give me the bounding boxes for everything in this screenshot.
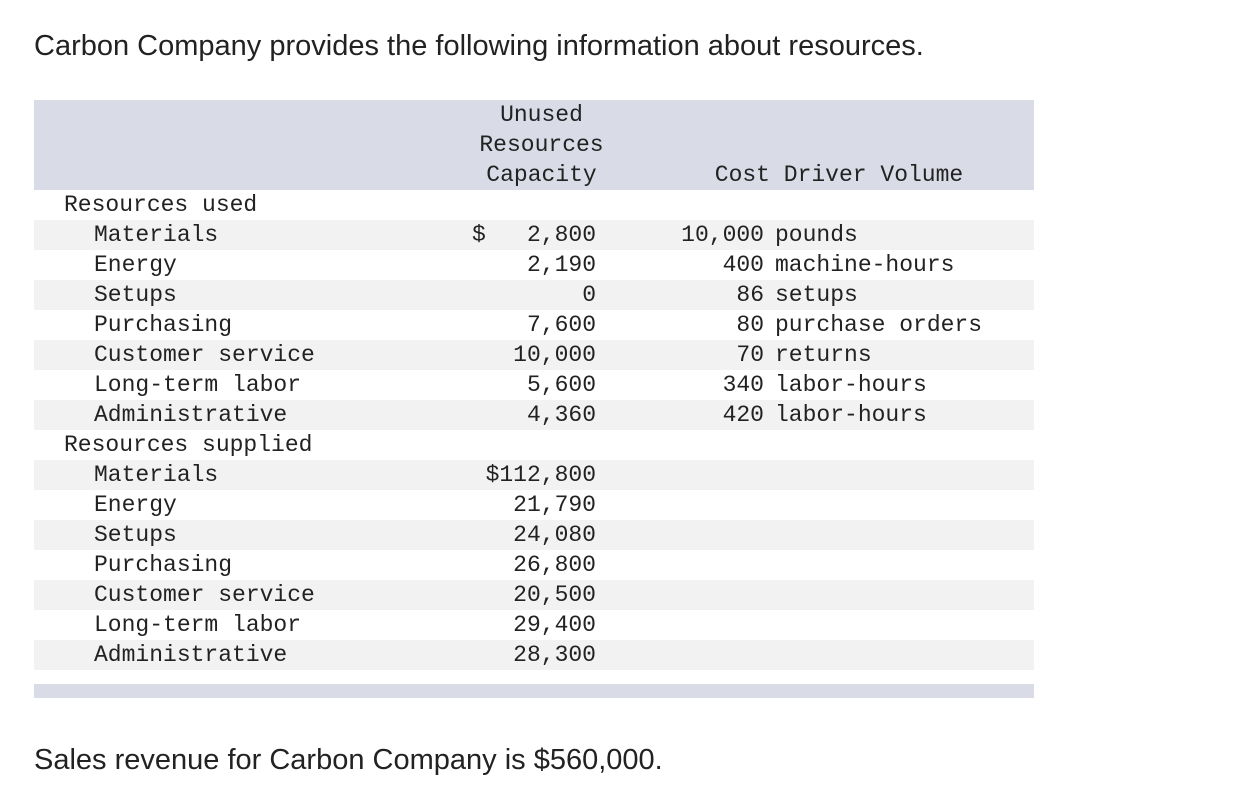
row-label: Materials [94, 222, 219, 248]
row-amount: 2,190 [526, 252, 596, 278]
row-label: Purchasing [94, 552, 233, 578]
row-amount: 5,600 [526, 372, 596, 398]
row-quantity: 340 [722, 372, 764, 398]
table-row [34, 490, 1034, 520]
row-quantity: 10,000 [681, 222, 764, 248]
row-label: Materials [94, 462, 219, 488]
row-quantity: 86 [736, 282, 764, 308]
table-row [34, 460, 1034, 490]
table-row [34, 580, 1034, 610]
row-amount: 0 [582, 282, 596, 308]
row-label: Purchasing [94, 312, 233, 338]
table-footer-bar [34, 684, 1034, 698]
table-row [34, 520, 1034, 550]
intro-text: Carbon Company provides the following information about resources. [34, 30, 924, 62]
row-amount: 21,790 [513, 492, 596, 518]
row-amount: 7,600 [526, 312, 596, 338]
table-row [34, 280, 1034, 310]
header-cost-driver-volume: Cost Driver Volume [714, 162, 964, 188]
row-quantity: 420 [722, 402, 764, 428]
section-title: Resources supplied [64, 432, 313, 458]
row-amount: $112,800 [485, 462, 596, 488]
row-label: Customer service [94, 342, 315, 368]
section-resources-supplied [34, 430, 1034, 460]
table-row [34, 220, 1034, 250]
row-quantity: 70 [736, 342, 764, 368]
resources-table [34, 100, 1034, 698]
table-header [34, 100, 1034, 190]
row-amount: 28,300 [513, 642, 596, 668]
row-unit: returns [775, 342, 872, 368]
row-label: Setups [94, 282, 177, 308]
row-unit: machine-hours [775, 252, 955, 278]
row-label: Long-term labor [94, 372, 302, 398]
row-label: Administrative [94, 402, 288, 428]
row-unit: labor-hours [775, 372, 927, 398]
header-unused-capacity: Unused Resources Capacity [479, 102, 604, 188]
table-row [34, 370, 1034, 400]
table-row [34, 340, 1034, 370]
row-amount: 20,500 [513, 582, 596, 608]
row-unit: setups [775, 282, 858, 308]
row-unit: pounds [775, 222, 858, 248]
table-row [34, 640, 1034, 670]
row-unit: labor-hours [775, 402, 927, 428]
row-unit: purchase orders [775, 312, 983, 338]
row-amount: 2,800 [526, 222, 596, 248]
row-label: Setups [94, 522, 177, 548]
sales-revenue-text: Sales revenue for Carbon Company is $560,000. [34, 744, 663, 776]
table-row [34, 610, 1034, 640]
row-amount: 29,400 [513, 612, 596, 638]
table-spacer [34, 670, 1034, 684]
row-label: Administrative [94, 642, 288, 668]
dollar-sign: $ [472, 222, 486, 248]
row-amount: 24,080 [513, 522, 596, 548]
row-label: Energy [94, 252, 177, 278]
section-title: Resources used [64, 192, 258, 218]
row-amount: 4,360 [526, 402, 596, 428]
row-label: Long-term labor [94, 612, 302, 638]
row-quantity: 400 [722, 252, 764, 278]
row-quantity: 80 [736, 312, 764, 338]
row-label: Energy [94, 492, 177, 518]
section-resources-used [34, 190, 1034, 220]
table-row [34, 550, 1034, 580]
table-row [34, 310, 1034, 340]
table-row [34, 250, 1034, 280]
table-row [34, 400, 1034, 430]
row-amount: 10,000 [513, 342, 596, 368]
row-label: Customer service [94, 582, 315, 608]
row-amount: 26,800 [513, 552, 596, 578]
